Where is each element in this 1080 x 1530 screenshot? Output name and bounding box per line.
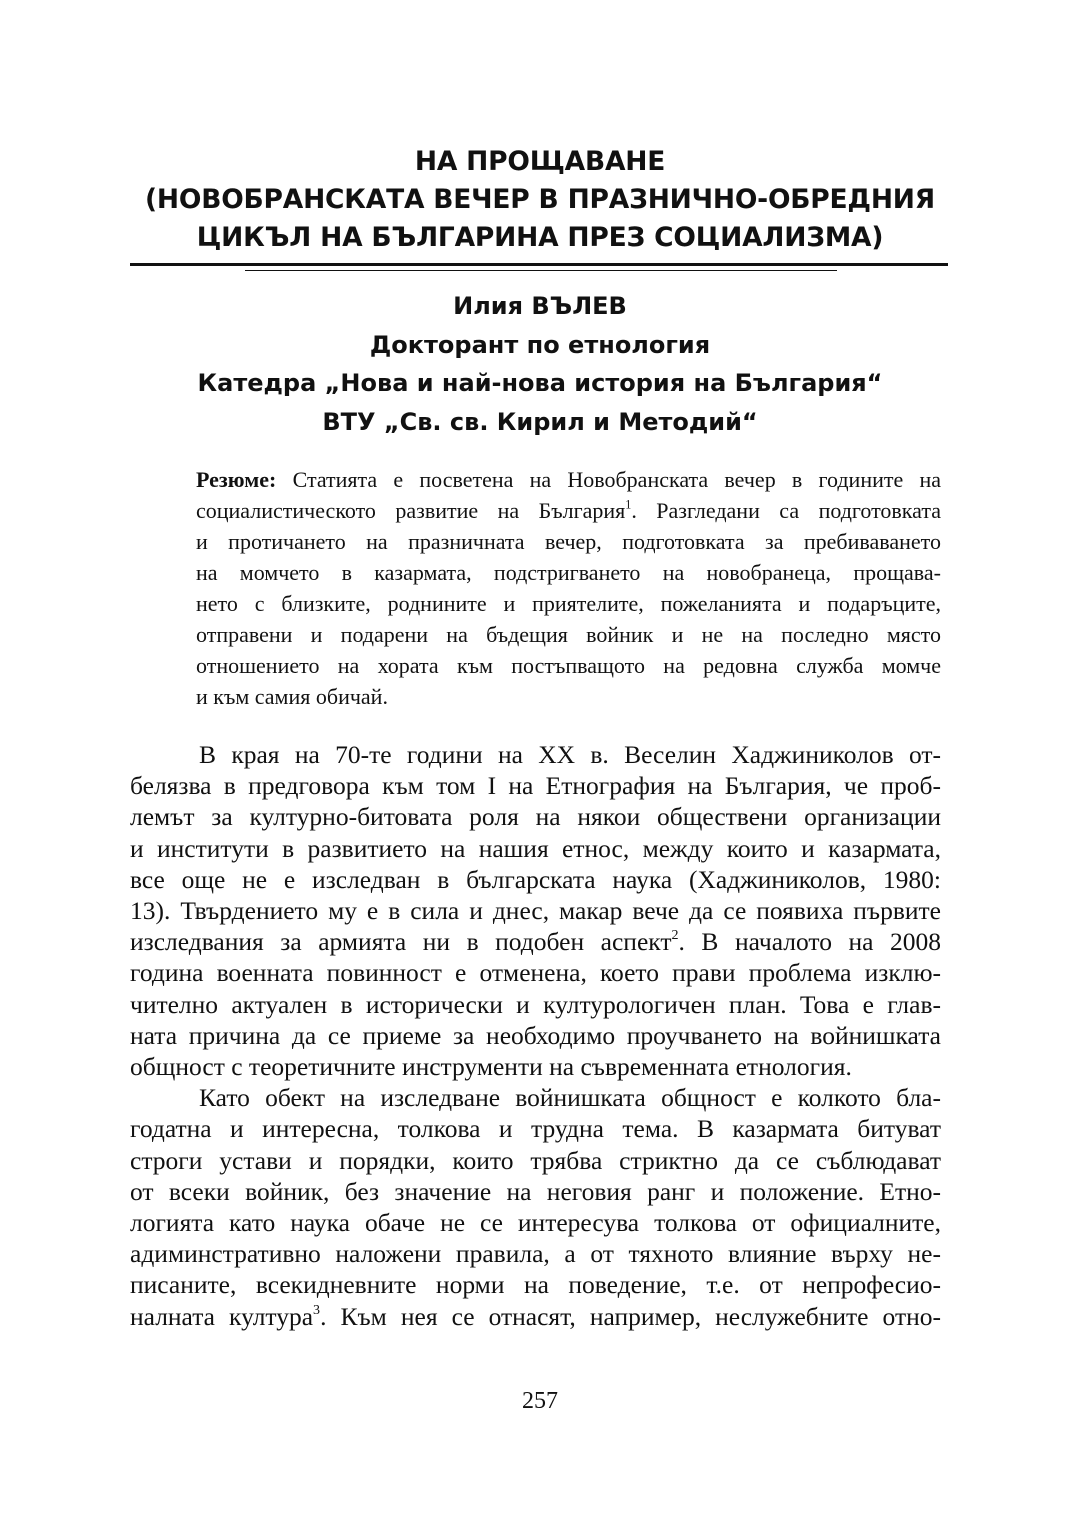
title-line: (НОВОБРАНСКАТА ВЕЧЕР В ПРАЗНИЧНО-ОБРЕДНИЯ (145, 184, 935, 215)
body-line: белязва в предговора към том I на Етнография на България, че проб- (130, 771, 941, 801)
abstract-label: Резюме: (196, 467, 277, 492)
title-divider-thin (245, 270, 837, 271)
title-line: ЦИКЪЛ НА БЪЛГАРИНА ПРЕЗ СОЦИАЛИЗМА) (196, 222, 884, 253)
abstract (196, 464, 941, 712)
abstract-line: и протичането на празничната вечер, подготовката за пребиваването (196, 529, 941, 554)
body-line: строги устави и порядки, които трябва стриктно да се съблюдават (130, 1145, 941, 1175)
body-line: все още не е изследван в българската наука (Хаджиниколов, 1980: (130, 864, 941, 894)
body-line: и институти в развитието на нашия етнос, между които и казармата, (130, 833, 941, 863)
abstract-line: социалистическото развитие на България$^1$. Разгледани са подготовката (196, 497, 941, 523)
abstract-line: и към самия обичай. (196, 684, 388, 709)
footnote-ref[interactable]: 3 (313, 1302, 321, 1318)
abstract-line: на момчето в казармата, подстригването на новобранеца, прощава- (196, 560, 941, 585)
body-line: чително актуален в исторически и културологичен план. Това е глав- (130, 989, 941, 1019)
abstract-line: Резюме: Статията е посветена на Новобранската вечер в годините на (196, 467, 941, 492)
author-position: Докторант по етнология (369, 330, 711, 359)
body-line: логията като наука обаче не се интересува толкова от официалните, (130, 1208, 941, 1238)
article-title (130, 143, 950, 257)
abstract-line: отправени и подарени на бъдещия войник и не на последно място (196, 622, 941, 647)
body-line: лемът за културно-битовата роля на някои обществени организации (130, 802, 941, 832)
body-line: В края на 70-те години на ХХ в. Веселин Хаджиниколов от- (199, 740, 941, 769)
body-text (130, 739, 941, 1332)
body-line: писаните, всекидневните норми на поведение, т.е. от непрофесио- (130, 1270, 941, 1300)
title-divider-thick (130, 263, 948, 266)
body-line: ната причина да се приеме за необходимо проучването на войнишката (130, 1020, 941, 1050)
body-line: адиминстративно наложени правила, а от тяхното влияние върху не- (130, 1239, 941, 1269)
abstract-line: нето с близките, роднините и приятелите, пожеланията и подаръците, (196, 591, 941, 616)
body-line: година военната повинност е отменена, което прави проблема изклю- (130, 958, 941, 988)
author-university: ВТУ „Св. св. Кирил и Методий“ (322, 407, 758, 436)
body-line: от всеки войник, без значение на неговия ранг и положение. Етно- (130, 1176, 941, 1206)
body-line: налната култура$^3$. Към нея се отнасят, например, неслужебните отно- (130, 1301, 941, 1331)
author-name: Илия ВЪЛЕВ (453, 292, 627, 320)
body-line: 13). Твърдението му е в сила и днес, макар вече да се появиха първите (130, 896, 941, 926)
body-line: годатна и интересна, толкова и трудна тема. В казармата битуват (130, 1114, 941, 1144)
title-line: НА ПРОЩАВАНЕ (414, 146, 666, 177)
abstract-line: отношението на хората към постъпващото на редовна служба момче (196, 653, 941, 678)
page-number: 257 (522, 1388, 558, 1414)
body-line: общност с теоретичните инструменти на съвременната етнология. (130, 1052, 852, 1082)
footnote-ref[interactable]: 1 (625, 497, 632, 512)
author-block (130, 287, 950, 441)
body-line: изследвания за армията ни в подобен аспект$^2$. В началото на 2008 (130, 927, 941, 957)
footnote-ref[interactable]: 2 (671, 928, 679, 943)
author-department: Катедра „Нова и най-нова история на България“ (197, 369, 883, 397)
body-line: Като обект на изследване войнишката общност е колкото бла- (199, 1083, 941, 1113)
